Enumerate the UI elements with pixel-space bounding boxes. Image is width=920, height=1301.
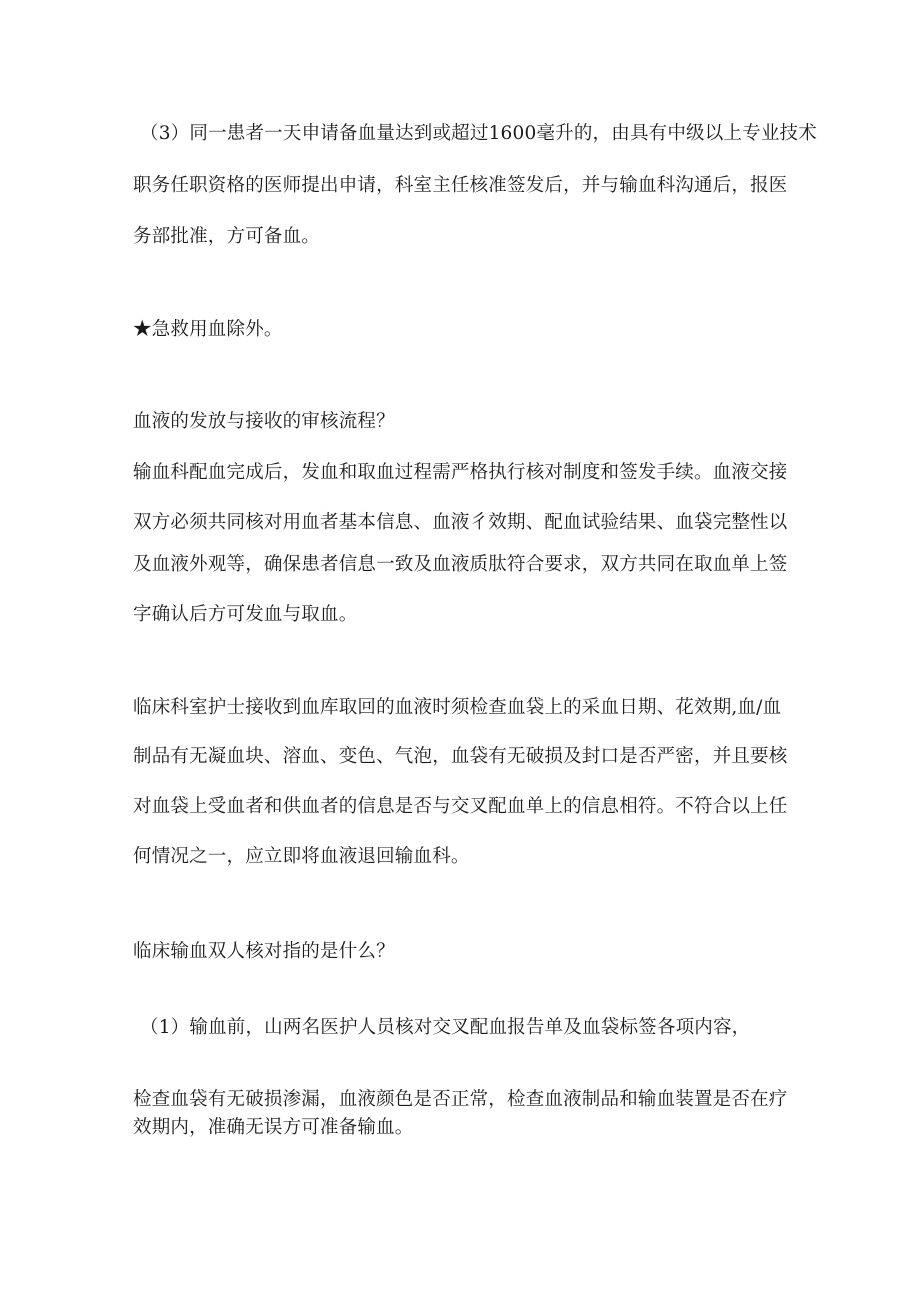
list-item: （1）输血前，山两名医护人员核对交叉配血报告单及血袋标签各项内容， — [140, 1017, 751, 1038]
paragraph-line: 何情况之一，应立即将血液退回输血科。 — [133, 846, 470, 867]
question-heading: 血液的发放与接收的审核流程？ — [133, 411, 395, 432]
paragraph-line: 临床科室护士接收到血库取回的血液时须检查血袋上的采血日期、花效期,血/血 — [133, 697, 782, 718]
paragraph-line: 及血液外观等，确保患者信息一致及血液质肽符合要求，双方共同在取血单上签 — [133, 554, 788, 575]
paragraph-line: 双方必须共同核对用血者基本信息、血液彳效期、配血试验结果、血袋完整性以 — [133, 512, 788, 533]
paragraph-line: （3）同一患者一天申请备血量达到或超过1600毫升的，由具有中级以上专业技术 — [140, 123, 817, 144]
paragraph-line: 对血袋上受血者和供血者的信息是否与交叉配血单上的信息相符。不符合以上任 — [133, 796, 788, 817]
paragraph-line: 制品有无凝血块、溶血、变色、气泡，血袋有无破损及封口是否严密，并且要核 — [133, 746, 788, 767]
paragraph-line: 输血科配血完成后，发血和取血过程需严格执行核对制度和签发手续。血液交接 — [133, 462, 788, 483]
note-line: ★急救用血除外。 — [133, 319, 283, 340]
paragraph-line: 效期内，准确无误方可准备输血。 — [133, 1117, 414, 1138]
question-heading: 临床输血双人核对指的是什么？ — [133, 941, 395, 962]
paragraph-line: 检查血袋有无破损渗漏，血液颜色是否正常，检查血液制品和输血装置是否在疗 — [133, 1089, 788, 1110]
paragraph-line: 职务任职资格的医师提出申请，科室主任核准签发后，并与输血科沟通后，报医 — [133, 175, 788, 196]
paragraph-line: 字确认后方可发血与取血。 — [133, 604, 358, 625]
paragraph-line: 务部批准，方可备血。 — [133, 226, 321, 247]
